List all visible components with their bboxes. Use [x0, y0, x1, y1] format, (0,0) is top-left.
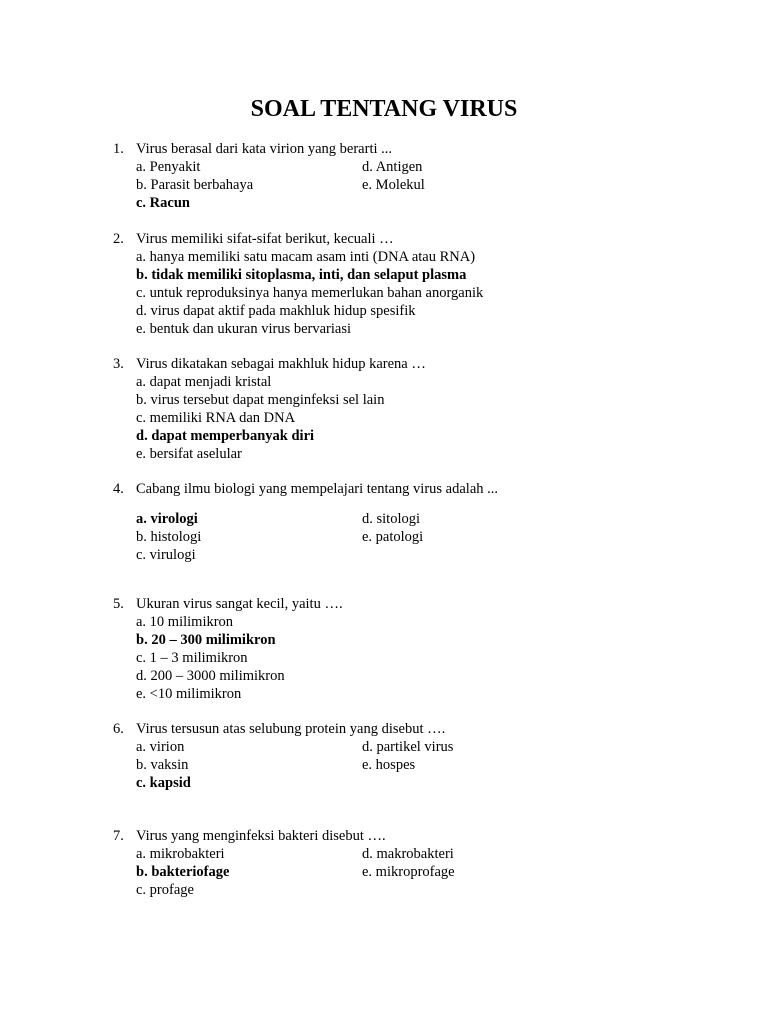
question-number: 4. — [113, 481, 124, 497]
option-b: b. Parasit berbahaya — [136, 177, 254, 193]
question-text: Virus tersusun atas selubung protein yang disebut …. — [136, 721, 446, 737]
option-e: e. hospes — [362, 757, 416, 773]
option-b: b. histologi — [136, 529, 202, 545]
option-e: e. bersifat aselular — [136, 446, 242, 462]
option-e: e. mikroprofage — [362, 864, 455, 880]
question-text: Virus berasal dari kata virion yang berarti ... — [136, 141, 393, 157]
question-text: Virus memiliki sifat-sifat berikut, kecuali … — [136, 231, 394, 247]
question-number: 6. — [113, 721, 124, 737]
option-d: d. 200 – 3000 milimikron — [136, 668, 285, 684]
option-a: a. mikrobakteri — [136, 846, 225, 862]
question-number: 1. — [113, 141, 124, 157]
option-a: a. dapat menjadi kristal — [136, 374, 272, 390]
option-b-answer: b. 20 – 300 milimikron — [136, 632, 276, 648]
option-a: a. hanya memiliki satu macam asam inti (DNA atau RNA) — [136, 249, 476, 265]
option-c-answer: c. kapsid — [136, 775, 191, 791]
option-a: a. virion — [136, 739, 185, 755]
question-text: Ukuran virus sangat kecil, yaitu …. — [136, 596, 343, 612]
document-title: SOAL TENTANG VIRUS — [250, 96, 518, 122]
option-d: d. partikel virus — [362, 739, 454, 755]
option-d: d. sitologi — [362, 511, 421, 527]
option-d: d. makrobakteri — [362, 846, 454, 862]
option-c: c. profage — [136, 882, 194, 898]
question-number: 2. — [113, 231, 124, 247]
option-e: e. bentuk dan ukuran virus bervariasi — [136, 321, 352, 337]
option-a: a. Penyakit — [136, 159, 201, 175]
option-a: a. 10 milimikron — [136, 614, 234, 630]
option-b-answer: b. bakteriofage — [136, 864, 230, 880]
option-e: e. patologi — [362, 529, 424, 545]
question-number: 7. — [113, 828, 124, 844]
option-c: c. 1 – 3 milimikron — [136, 650, 248, 666]
question-number: 3. — [113, 356, 124, 372]
option-e: e. Molekul — [362, 177, 425, 193]
option-b: b. vaksin — [136, 757, 189, 773]
option-c: c. memiliki RNA dan DNA — [136, 410, 296, 426]
option-d-answer: d. dapat memperbanyak diri — [136, 428, 315, 444]
option-b: b. virus tersebut dapat menginfeksi sel lain — [136, 392, 385, 408]
option-d: d. virus dapat aktif pada makhluk hidup spesifik — [136, 303, 416, 319]
option-c: c. virulogi — [136, 547, 196, 563]
question-text: Virus dikatakan sebagai makhluk hidup karena … — [136, 356, 426, 372]
option-b-answer: b. tidak memiliki sitoplasma, inti, dan selaput plasma — [136, 267, 467, 283]
option-c: c. untuk reproduksinya hanya memerlukan bahan anorganik — [136, 285, 484, 301]
option-d: d. Antigen — [362, 159, 423, 175]
option-a-answer: a. virologi — [136, 511, 198, 527]
question-text: Cabang ilmu biologi yang mempelajari tentang virus adalah ... — [136, 481, 499, 497]
question-number: 5. — [113, 596, 124, 612]
question-text: Virus yang menginfeksi bakteri disebut …. — [136, 828, 386, 844]
option-e: e. <10 milimikron — [136, 686, 242, 702]
option-c-answer: c. Racun — [136, 195, 190, 211]
